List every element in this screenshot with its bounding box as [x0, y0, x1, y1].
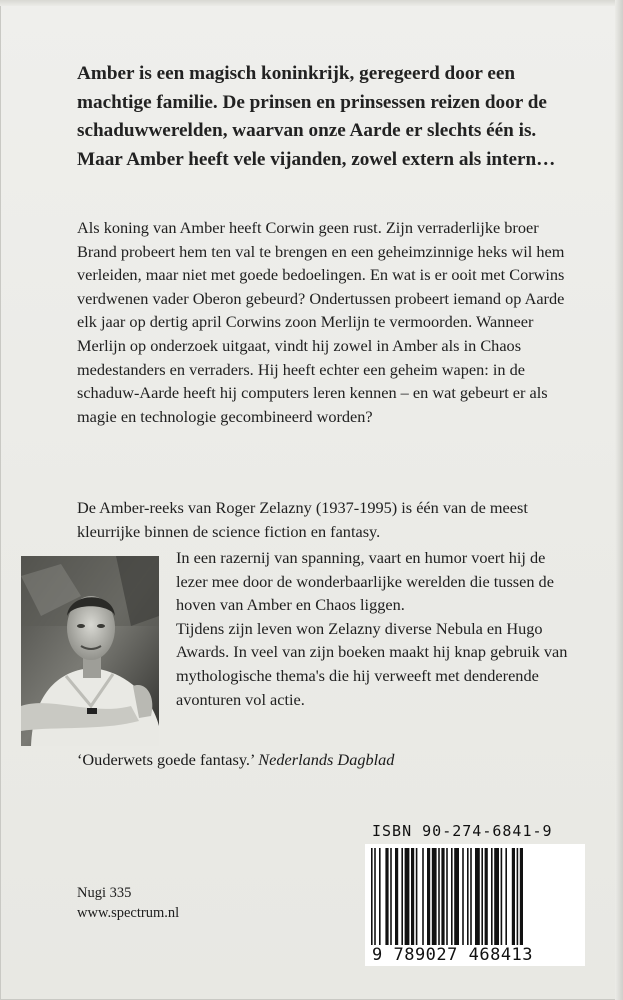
publisher-info — [77, 883, 179, 923]
author-bio-paragraph-2: Tijdens zijn leven won Zelazny diverse Nebula en Hugo Awards. In veel van zijn boeken maakt hij knap gebruik van mythologische thema's die hij verweeft met denderende avonturen vol actie. — [176, 618, 568, 709]
isbn-label: ISBN 90-274-6841-9 — [372, 822, 553, 840]
review-quote — [77, 748, 394, 772]
author-bio-paragraph-1: In een razernij van spanning, vaart en humor voert hij de lezer mee door de wonderbaarlijke werelden die tussen de hoven van Amber en Chaos liggen. — [176, 548, 554, 615]
author-photo — [21, 556, 159, 746]
publisher-website: www.spectrum.nl — [77, 905, 180, 921]
cover-top-edge — [0, 0, 623, 6]
barcode-number: 9 789027 468413 — [372, 945, 534, 965]
synopsis-paragraph: Als koning van Amber heeft Corwin geen rust. Zijn verraderlijke broer Brand probeert hem ten val te brengen en een geheimzinnige heks wil hem verleiden, maar niet met goede bedoelingen. En wat is er ooit met Corwins verdwenen vader Oberon gebeurd? Ondertussen probeert iemand op Aarde elk jaar op dertig april Corwins zoon Merlijn te vermoorden. Wanneer Merlijn op onderzoek uitgaat, vindt hij zowel in Amber als in Chaos medestanders en verraders. Hij heeft echter een geheim wapen: in de schaduw-Aarde heeft hij computers leren kennen – en wat gebeurt er als magie en technologie gecombineerd worden? — [77, 218, 565, 426]
blurb-text: Amber is een magisch koninkrijk, geregeerd door een machtige familie. De prinsen en prinsessen reizen door de schaduwwerelden, waarvan onze Aarde er slechts één is. Maar Amber heeft vele vijanden, zowel extern als intern… — [77, 63, 556, 170]
quote-text: ‘Ouderwets goede fantasy.’ — [77, 750, 255, 769]
quote-source: Nederlands Dagblad — [258, 750, 395, 769]
nugi-code: Nugi 335 — [77, 885, 132, 901]
author-bio-column — [176, 546, 578, 711]
author-intro-paragraph: De Amber-reeks van Roger Zelazny (1937-1995) is één van de meest kleurrijke binnen de science fiction en fantasy. — [77, 498, 528, 541]
cover-right-edge — [615, 0, 623, 1000]
